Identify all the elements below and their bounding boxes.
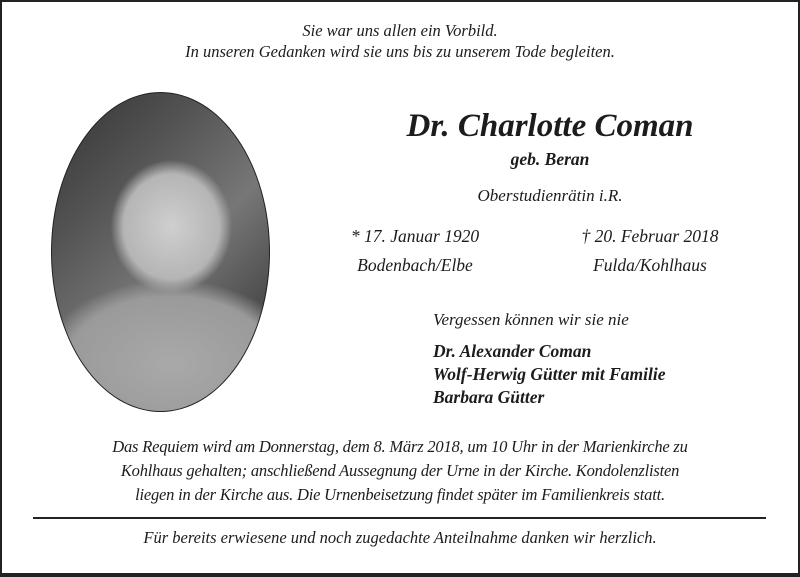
motto-line-2: In unseren Gedanken wird sie uns bis zu unserem Tode begleiten. (185, 42, 615, 61)
notice-line-2: Kohlhaus gehalten; anschließend Aussegnung der Urne in der Kirche. Kondolenzlisten (120, 461, 680, 480)
death-place: Fulda/Kohlhaus (593, 255, 707, 275)
motto-line-1: Sie war uns allen ein Vorbild. (302, 21, 498, 40)
birth-place: Bodenbach/Elbe (357, 255, 473, 275)
thanks-line: Für bereits erwiesene und noch zugedachte Anteilnahme danken wir herzlich. (143, 528, 657, 547)
birth-date: * 17. Januar 1920 (350, 226, 480, 246)
family-member: Wolf-Herwig Gütter mit Familie (433, 364, 666, 384)
family-list (433, 340, 666, 409)
funeral-notice (22, 435, 778, 507)
portrait-photo (51, 92, 270, 412)
birth-info (330, 222, 500, 280)
death-info (555, 222, 745, 280)
maiden-name: geb. Beran (510, 149, 590, 169)
deceased-name: Dr. Charlotte Coman (406, 108, 694, 144)
death-date: † 20. Februar 2018 (581, 226, 719, 246)
family-member: Dr. Alexander Coman (433, 341, 592, 361)
family-member: Barbara Gütter (433, 387, 545, 407)
motto (0, 20, 800, 62)
notice-line-1: Das Requiem wird am Donnerstag, dem 8. März 2018, um 10 Uhr in der Marienkirche zu (112, 437, 688, 456)
remember-line: Vergessen können wir sie nie (433, 310, 629, 329)
notice-line-3: liegen in der Kirche aus. Die Urnenbeisetzung findet später im Familienkreis statt. (135, 485, 665, 504)
divider (33, 517, 766, 519)
deceased-title: Oberstudienrätin i.R. (477, 186, 623, 205)
